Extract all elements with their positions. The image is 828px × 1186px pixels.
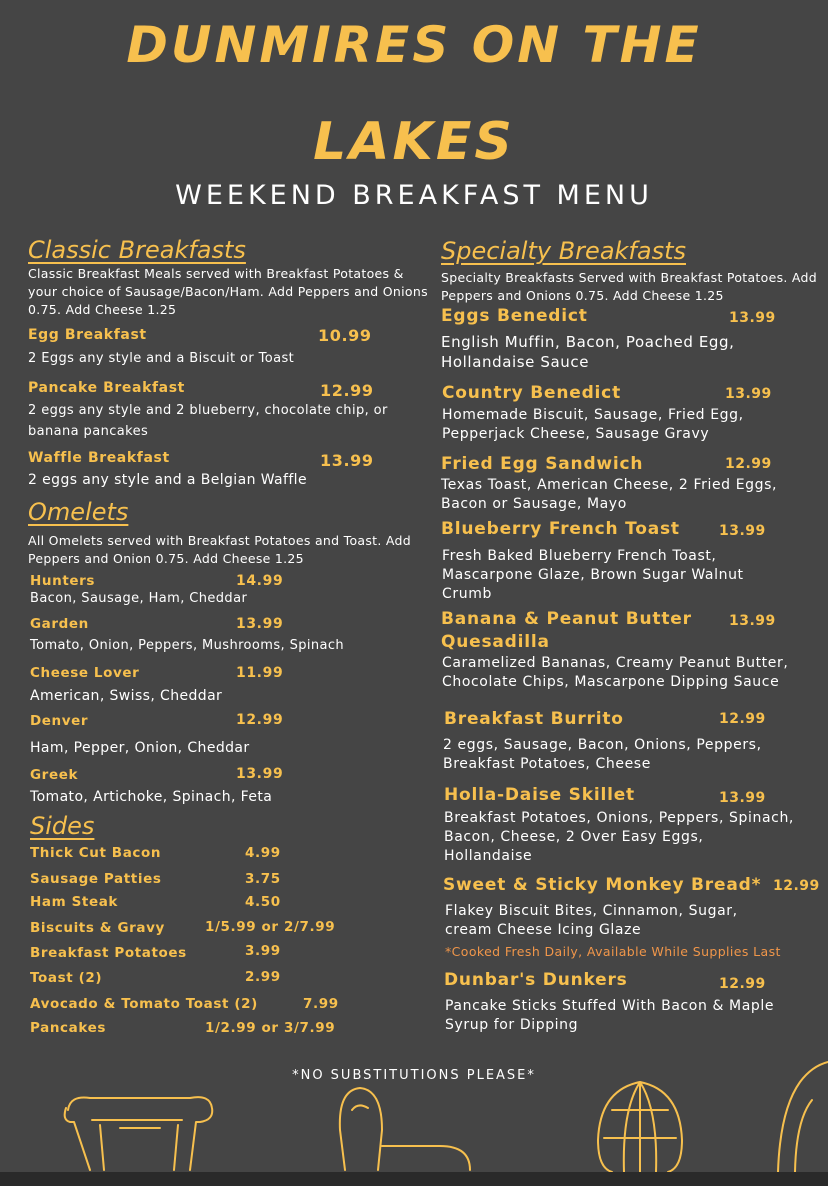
specialty-item-name: Country Benedict bbox=[442, 383, 621, 403]
specialty-item-price: 12.99 bbox=[719, 976, 766, 992]
specialty-item-name: Holla-Daise Skillet bbox=[444, 785, 635, 805]
specialty-item-name: Eggs Benedict bbox=[441, 306, 588, 326]
whisk-icon bbox=[598, 1082, 682, 1172]
side-item-name: Ham Steak bbox=[30, 894, 118, 910]
classic-item-name: Pancake Breakfast bbox=[28, 380, 185, 396]
specialty-item-name: Breakfast Burrito bbox=[444, 709, 624, 729]
specialty-item-desc: English Muffin, Bacon, Poached Egg, Hollandaise Sauce bbox=[441, 333, 735, 371]
side-item-price: 3.75 bbox=[245, 871, 281, 887]
omelet-item-price: 14.99 bbox=[236, 573, 284, 589]
classic-item-price: 10.99 bbox=[318, 326, 372, 345]
omelet-item-desc: Tomato, Artichoke, Spinach, Feta bbox=[30, 789, 273, 805]
specialty-item-price: 13.99 bbox=[725, 386, 772, 402]
specialty-item-desc: Texas Toast, American Cheese, 2 Fried Eggs, Bacon or Sausage, Mayo bbox=[441, 477, 778, 512]
specialty-heading: Specialty Breakfasts bbox=[441, 237, 686, 265]
side-item-name: Sausage Patties bbox=[30, 871, 162, 887]
specialty-item-desc: Caramelized Bananas, Creamy Peanut Butter, Chocolate Chips, Mascarpone Dipping Sauce bbox=[442, 655, 789, 690]
omelet-item-desc: Tomato, Onion, Peppers, Mushrooms, Spinach bbox=[30, 638, 345, 653]
side-item-name: Biscuits & Gravy bbox=[30, 920, 165, 936]
side-item-name: Toast (2) bbox=[30, 970, 103, 986]
omelet-item-name: Greek bbox=[30, 767, 79, 783]
specialty-item-name: Fried Egg Sandwich bbox=[441, 454, 644, 474]
specialty-item-desc: Breakfast Potatoes, Onions, Peppers, Spinach, Bacon, Cheese, 2 Over Easy Eggs, Hollandaise bbox=[444, 810, 794, 864]
specialty-item-name: Sweet & Sticky Monkey Bread* bbox=[443, 875, 762, 895]
specialty-item-desc: 2 eggs, Sausage, Bacon, Onions, Peppers, Breakfast Potatoes, Cheese bbox=[443, 737, 762, 772]
side-item-price: 4.50 bbox=[245, 894, 281, 910]
omelet-item-desc: Bacon, Sausage, Ham, Cheddar bbox=[30, 591, 248, 606]
bottle-icon bbox=[778, 1062, 828, 1172]
omelet-item-price: 11.99 bbox=[236, 665, 284, 681]
sides-heading: Sides bbox=[30, 812, 95, 840]
specialty-item-price: 12.99 bbox=[719, 711, 766, 727]
classic-item-desc: 2 eggs any style and a Belgian Waffle bbox=[28, 472, 307, 488]
classic-item-desc: 2 Eggs any style and a Biscuit or Toast bbox=[28, 351, 295, 366]
side-item-price: 7.99 bbox=[303, 996, 339, 1012]
omelet-item-price: 13.99 bbox=[236, 766, 284, 782]
specialty-item-name: Blueberry French Toast bbox=[441, 519, 680, 539]
side-item-name: Avocado & Tomato Toast (2) bbox=[30, 996, 258, 1012]
classic-item-name: Waffle Breakfast bbox=[28, 450, 170, 466]
side-item-name: Thick Cut Bacon bbox=[30, 845, 162, 861]
bottom-bar bbox=[0, 1172, 828, 1186]
grill-icon bbox=[65, 1097, 213, 1170]
side-item-name: Breakfast Potatoes bbox=[30, 945, 187, 961]
omelet-item-name: Denver bbox=[30, 713, 89, 729]
side-item-price: 4.99 bbox=[245, 845, 281, 861]
omelet-item-name: Cheese Lover bbox=[30, 665, 140, 681]
classic-item-price: 13.99 bbox=[320, 451, 374, 470]
classic-item-name: Egg Breakfast bbox=[28, 327, 147, 343]
pitcher-icon bbox=[340, 1088, 470, 1170]
specialty-item-desc: Fresh Baked Blueberry French Toast, Mascarpone Glaze, Brown Sugar Walnut Crumb bbox=[442, 548, 744, 602]
omelets-heading: Omelets bbox=[28, 498, 129, 526]
classic-heading: Classic Breakfasts bbox=[28, 236, 246, 264]
specialty-item-price: 13.99 bbox=[729, 310, 776, 326]
restaurant-title-line2: LAKES bbox=[313, 112, 515, 172]
specialty-item-price: 12.99 bbox=[725, 456, 772, 472]
specialty-item-price: 13.99 bbox=[719, 523, 766, 539]
specialty-item-price: 13.99 bbox=[729, 613, 776, 629]
specialty-item-desc: Homemade Biscuit, Sausage, Fried Egg, Pepperjack Cheese, Sausage Gravy bbox=[442, 407, 744, 442]
omelet-item-price: 13.99 bbox=[236, 616, 284, 632]
side-item-name: Pancakes bbox=[30, 1020, 106, 1036]
specialty-item-name: Banana & Peanut Butter Quesadilla bbox=[441, 609, 692, 652]
omelets-intro: All Omelets served with Breakfast Potatoes and Toast. Add Peppers and Onion 0.75. Add Cheese 1.25 bbox=[28, 533, 412, 566]
side-item-price: 3.99 bbox=[245, 943, 281, 959]
omelet-item-name: Garden bbox=[30, 616, 89, 632]
classic-item-price: 12.99 bbox=[320, 381, 374, 400]
classic-intro: Classic Breakfast Meals served with Breakfast Potatoes & your choice of Sausage/Bacon/Ham. Add Peppers and Onions 0.75. Add Cheese 1.25 bbox=[28, 266, 428, 317]
specialty-intro: Specialty Breakfasts Served with Breakfast Potatoes. Add Peppers and Onions 0.75. Add Cheese 1.25 bbox=[441, 270, 818, 303]
specialty-item-price: 13.99 bbox=[719, 790, 766, 806]
fresh-daily-note: *Cooked Fresh Daily, Available While Supplies Last bbox=[445, 944, 781, 959]
menu-subtitle: WEEKEND BREAKFAST MENU bbox=[175, 180, 653, 211]
specialty-item-desc: Pancake Sticks Stuffed With Bacon & Maple Syrup for Dipping bbox=[445, 998, 775, 1033]
side-item-price: 1/5.99 or 2/7.99 bbox=[205, 919, 336, 935]
side-item-price: 1/2.99 or 3/7.99 bbox=[205, 1020, 336, 1036]
restaurant-title-line1: DUNMIRES ON THE bbox=[126, 16, 702, 74]
omelet-item-desc: Ham, Pepper, Onion, Cheddar bbox=[30, 740, 250, 756]
side-item-price: 2.99 bbox=[245, 969, 281, 985]
omelet-item-price: 12.99 bbox=[236, 712, 284, 728]
omelet-item-desc: American, Swiss, Cheddar bbox=[30, 688, 223, 704]
kitchenware-illustration bbox=[0, 1050, 828, 1172]
specialty-item-name: Dunbar's Dunkers bbox=[444, 970, 628, 990]
classic-item-desc: 2 eggs any style and 2 blueberry, chocolate chip, or banana pancakes bbox=[28, 403, 388, 439]
specialty-item-desc: Flakey Biscuit Bites, Cinnamon, Sugar, cream Cheese Icing Glaze bbox=[445, 903, 738, 938]
omelet-item-name: Hunters bbox=[30, 573, 96, 589]
specialty-item-price: 12.99 bbox=[773, 878, 820, 894]
no-substitutions-note: *NO SUBSTITUTIONS PLEASE* bbox=[292, 1068, 536, 1083]
